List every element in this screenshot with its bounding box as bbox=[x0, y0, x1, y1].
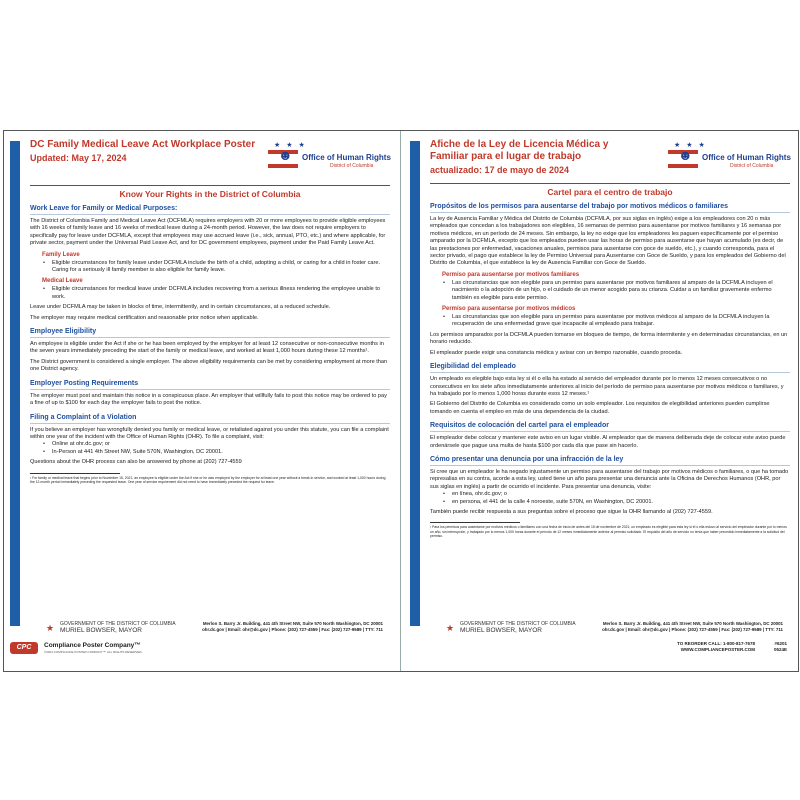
section-heading-purposes: Work Leave for Family or Medical Purposes: bbox=[30, 203, 390, 215]
cpc-brand bbox=[10, 642, 390, 656]
cpc-name: Compliance Poster Company™ bbox=[44, 642, 141, 649]
paragraph-complaint: Si cree que un empleador le ha negado injustamente un permiso para ausentarse del trabajo por motivos médicos o familiares, o que ha tomado represalias en su contra, acorde a esta ley, usted tiene un año para presentar una denuncia ante la Oficina de Derechos Humanos (OHR, por sus siglas en inglés) a partir de ocurrido el incidente. Para presentar una denuncia, visite: bbox=[430, 468, 789, 490]
paragraph-complaint: If you believe an employer has wrongfully denied you family or medical leave, or retaliated against you under this statute, you can file a complaint within one year of the incident with the Office of Human Rights (OHR). To file a complaint, visit: bbox=[30, 426, 389, 440]
bullet-in-person: • en persona, el 441 de la calle 4 noroeste, suite 570N, en Washington, DC 20001. bbox=[452, 499, 790, 506]
reorder-info bbox=[677, 641, 755, 653]
bullet-online: • Online at ohr.dc.gov; or bbox=[52, 441, 390, 448]
person-icon: ☻ bbox=[678, 147, 693, 163]
dc-government-logo bbox=[46, 621, 176, 634]
dc-gov-line2: MURIEL BOWSER, MAYOR bbox=[460, 627, 542, 634]
blue-side-bar bbox=[10, 141, 20, 626]
cpc-logo: CPC bbox=[10, 642, 38, 654]
banner-heading: Know Your Rights in the District of Columbia bbox=[30, 185, 390, 199]
banner-heading: Cartel para el centro de trabajo bbox=[430, 183, 790, 197]
ohr-address bbox=[183, 621, 383, 633]
updated-date: Updated: May 17, 2024 bbox=[30, 153, 127, 163]
stars-icon: ★ ★ ★ bbox=[274, 142, 307, 149]
footnote: ¹ For family or medical leave that begins prior to November 15, 2021, an employee is eligible under the Act if she or he was employed by the employer for at least one year without a break in service, and worked at least 1,000 hours during the 12-month period immediately preceding the requested leave. One year of service requirement did not need to have immediately preceded the request for leave. bbox=[30, 475, 386, 484]
dc-gov-line2: MURIEL BOWSER, MAYOR bbox=[60, 627, 142, 634]
subheading-medical-leave: Permiso para ausentarse por motivos médicos bbox=[442, 306, 576, 313]
dc-flag-icon: ★ bbox=[446, 623, 455, 633]
bullet-family-leave: • Las circunstancias que son elegible para un permiso para ausentarse por motivos familiares al amparo de la DCFMLA incluyen el nacimiento o la adopción de un hijo, o el cuidado de un menor acogido para su crianza. Cuidar a un familiar gravemente enfermo también es elegible para este permiso. bbox=[452, 280, 790, 302]
footnote-rule bbox=[30, 473, 120, 474]
dc-gov-line1: GOVERNMENT OF THE DISTRICT OF COLUMBIA bbox=[460, 621, 576, 627]
paragraph-posting: The employer must post and maintain this notice in a conspicuous place. An employer that willfully fails to post this notice may be ordered to pay a fine of up to $100 for each day the employer fails to post the notice. bbox=[30, 392, 387, 407]
paragraph-certification: El empleador puede exigir una constancia médica y avisar con un tiempo razonable, cuando proceda. bbox=[430, 349, 683, 356]
poster-codes bbox=[774, 641, 787, 653]
dc-government-logo bbox=[446, 621, 576, 634]
paragraph-eligibility: Un empleado es elegible bajo esta ley si él o ella ha estado al servicio del empleador durante por lo menos 12 meses consecutivos o no consecutivos en los siete años inmediatamente anteriores al inicio del período de permiso para ausentarse por motivos médicos o familiares, y ha trabajado por lo menos 1,000 horas durante esos 12 meses.¹ bbox=[430, 376, 784, 397]
subheading-family-leave: Family Leave bbox=[42, 251, 80, 258]
section-heading-eligibility: Employee Eligibility bbox=[30, 326, 390, 338]
bullet-online: • en línea, ohr.dc.gov; o bbox=[452, 491, 790, 498]
section-heading-eligibility: Elegibilidad del empleado bbox=[430, 361, 790, 373]
address-line2: ohr.dc.gov | Email: ohr@dc.gov | Phone: (202) 727-4559 | Fax: (202) 727-9589 | TTY: 711 bbox=[202, 627, 383, 632]
poster-revision: 0524E bbox=[773, 647, 787, 652]
paragraph-eligibility: An employee is eligible under the Act if she or he has been employed by the employer for at least 12 consecutive or non-consecutive months in the seven years immediately preceding the start of the family or medical leave, and worked at least 1,000 hours during these 12 months¹. bbox=[30, 341, 384, 355]
bullet-family-leave: • Eligible circumstances for family leave under DCFMLA include the birth of a child, adopting a child, or caring for a child in foster care. Caring for a seriously ill family member is also eligible for family leave. bbox=[52, 260, 390, 275]
footnote-rule bbox=[430, 522, 520, 523]
subheading-family-leave: Permiso para ausentarse por motivos familiares bbox=[442, 271, 580, 278]
paragraph-single-employer: The District government is considered a single employer. The above eligibility requirements can be met by considering employment at more than one District agency. bbox=[30, 358, 388, 373]
section-heading-purposes: Propósitos de los permisos para ausentarse del trabajo por motivos médicos o familiares bbox=[430, 201, 790, 213]
page-title: Afiche de la Ley de Licencia Médica y Familiar para el lugar de trabajo bbox=[430, 139, 609, 162]
spanish-poster bbox=[404, 131, 795, 671]
subheading-medical-leave: Medical Leave bbox=[42, 278, 83, 285]
paragraph-dcfmla: La ley de Ausencia Familiar y Médica del Distrito de Columbia (DCFMLA, por sus siglas en inglés) exige a los empleadores con 20 o más empleados que concedan a los trabajadores son elegibles, 16 semanas de permiso para ausentarse por motivos familiares y 16 semanas por motivos médicos, en un período de 24 meses. Sin embargo, la ley no exige que los empleadores les paguen específicamente por el permiso amparado por la DCFMLA, excepto que los empleados pueden usar las horas de permiso para ausentarse que hayan acumulado (es decir, de las prestaciones por enfermedad, vacaciones anuales, permisos para ausentarse con goce de sueldo, etc.), y cuando corresponda, para el sector privado, el pago que establece la ley de Permiso Universal para Ausentarse con Goce de Sueldo, y para los empleados del Gobierno del Distrito de Columbia, el que establece la ley de Ausencia Familiar con Goce de Sueldo. bbox=[430, 216, 786, 267]
address-line2: ohr.dc.gov | Email: ohr@dc.gov | Phone: (202) 727-4559 | Fax: (202) 727-9589 | TTY: 711 bbox=[602, 627, 783, 632]
page-divider bbox=[400, 131, 401, 671]
paragraph-certification: The employer may require medical certification and reasonable prior notice when applicable. bbox=[30, 314, 259, 321]
logo-office-text: Office of Human Rights bbox=[702, 153, 791, 162]
footnote: ¹ Para los permisos para ausentarse por motivos médicos o familiares con una fecha de inicio de antes del 15 de noviembre de 2021, un empleado es elegible para esta ley si él o ella estuvo al servicio del empleador durante por lo menos un año, sin interrupción, y trabajado por lo menos 1,000 horas durante el período de 12 meses inmediatamente anterior al permiso solicitado. El requisito del año de servicio no tenía que haber precedido inmediatamente a la solicitud del permiso. bbox=[430, 525, 787, 539]
logo-district-text: District of Columbia bbox=[330, 163, 374, 169]
section-heading-posting: Requisitos de colocación del cartel para el empleador bbox=[430, 420, 790, 432]
person-icon: ☻ bbox=[278, 147, 293, 163]
reorder-website: WWW.COMPLIANCEPOSTER.COM bbox=[680, 647, 755, 652]
english-content bbox=[30, 139, 390, 484]
paragraph-questions: También puede recibir respuesta a sus preguntas sobre el proceso que sigue la OHR llamando al (202) 727-4559. bbox=[430, 508, 713, 515]
reorder-phone: TO REORDER CALL: 1-800-817-7678 bbox=[677, 641, 755, 646]
dc-gov-line1: GOVERNMENT OF THE DISTRICT OF COLUMBIA bbox=[60, 621, 176, 627]
paragraph-blocks: Leave under DCFMLA may be taken in blocks of time, intermittently, and in certain circumstances, at a reduced schedule. bbox=[30, 304, 331, 311]
address-line1: Merlon S. Barry Jr. Building, 441 4th Street NW, Suite 570 North Washington, DC 20001 bbox=[602, 621, 783, 626]
paragraph-questions: Questions about the OHR process can also be answered by phone at (202) 727-4559 bbox=[30, 459, 242, 466]
dc-flag-icon: ★ bbox=[46, 623, 55, 633]
poster-frame bbox=[3, 130, 799, 672]
address-line1: Merlon S. Barry Jr. Building, 441 4th Street NW, Suite 570 North Washington, DC 20001 bbox=[202, 621, 383, 626]
page-title: DC Family Medical Leave Act Workplace Poster bbox=[30, 139, 256, 150]
logo-district-text: District of Columbia bbox=[730, 163, 774, 169]
ohr-address bbox=[583, 621, 783, 633]
blue-side-bar bbox=[410, 141, 420, 626]
section-heading-posting: Employer Posting Requirements bbox=[30, 378, 390, 390]
paragraph-dcfmla: The District of Columbia Family and Medical Leave Act (DCFMLA) requires employers with 20 or more employees to provide eligible employees with 16 weeks of family leave and 16 weeks of medical leave during a 24-month period. However, the law does not require employers to specifically pay for leave under DCFMLA, except that employees may use accrued leave (i.e., sick, annual, PTO, etc.) and where applicable, for private sector, payment under the Universal Paid Leave Act, and for DC government employees, payment under the Paid Family Leave Act. bbox=[30, 218, 386, 247]
bullet-medical-leave: • Las circunstancias que son elegible para un permiso para ausentarse por motivos médicos al amparo de la DCFMLA incluyen la recuperación de una enfermedad grave que incapacite al empleado para trabajar. bbox=[452, 314, 790, 329]
poster-number: #6201 bbox=[774, 641, 787, 646]
updated-date: actualizado: 17 de mayo de 2024 bbox=[430, 165, 570, 175]
stars-icon: ★ ★ ★ bbox=[674, 142, 707, 149]
cpc-copyright: ©2024 COMPLIANCE POSTER COMPANY™. ALL RIGHTS RESERVED. bbox=[44, 650, 143, 654]
paragraph-blocks: Los permisos amparados por la DCFMLA pueden tomarse en bloques de tiempo, de forma intermitente y en determinadas circunstancias, en un horario reducido. bbox=[430, 331, 788, 346]
logo-office-text: Office of Human Rights bbox=[302, 153, 391, 162]
paragraph-single-employer: El Gobierno del Distrito de Columbia es considerado como un solo empleador. Los requisitos de elegibilidad anteriores pueden cumplirse tomando en cuenta el empleo en más de una dependencia de la ciudad. bbox=[430, 401, 770, 415]
section-heading-complaint: Cómo presentar una denuncia por una infracción de la ley bbox=[430, 454, 790, 466]
bullet-medical-leave: • Eligible circumstances for medical leave under DCFMLA includes recovering from a serious illness rendering the employee unable to work. bbox=[52, 286, 390, 301]
english-poster bbox=[4, 131, 395, 671]
spanish-content bbox=[430, 139, 790, 539]
section-heading-complaint: Filing a Complaint of a Violation bbox=[30, 412, 390, 424]
paragraph-posting: El empleador debe colocar y mantener este aviso en un lugar visible. Al empleador que de manera deliberada deje de colocar este aviso puede ordenársele que pague una multa de hasta $100 por cada día que pase sin hacerlo. bbox=[430, 435, 786, 449]
bullet-in-person: • In-Person at 441 4th Street NW, Suite 570N, Washington, DC 20001. bbox=[52, 449, 390, 456]
